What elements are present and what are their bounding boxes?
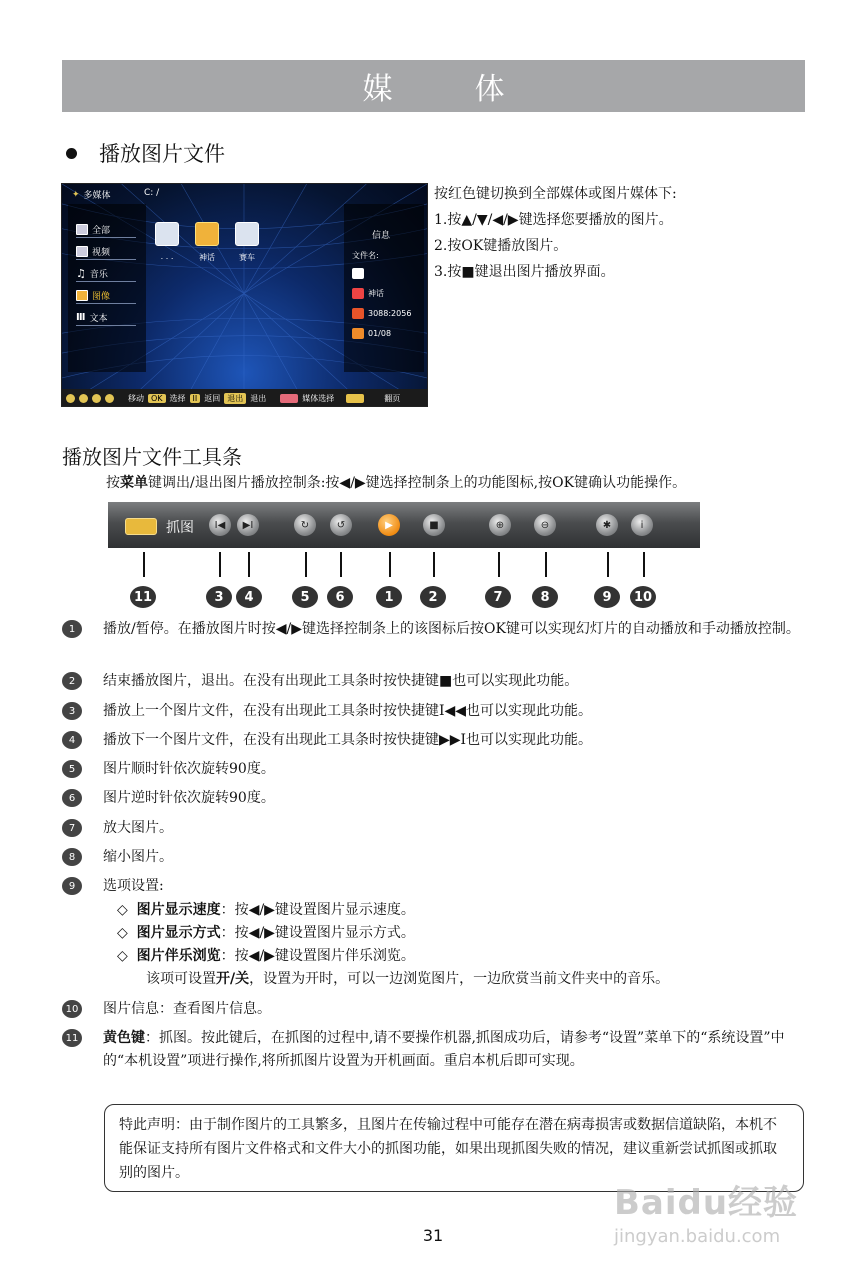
next-icon[interactable]: ▶I: [237, 514, 259, 536]
callout-number: 2: [420, 586, 446, 608]
instruction-step: 2.按OK键播放图片。: [434, 238, 568, 254]
list-item: 11 黄色键：抓图。按此键后，在抓图的过程中,请不要操作机器,抓图成功后，请参考“设置”菜单下的“系统设置”中的“本机设置”项进行操作,将所抓图片设置为开机画面。重启本机后即可实现。: [62, 1027, 803, 1073]
music-icon: ♫: [76, 267, 86, 280]
nav-key-icon: [79, 394, 88, 403]
picture-file-icon: [195, 222, 219, 246]
section-title-toolbar: 播放图片文件工具条: [62, 445, 242, 469]
prev-icon[interactable]: I◀: [209, 514, 231, 536]
list-item: 1 播放/暂停。在播放图片时按◀/▶键选择控制条上的该图标后按OK键可以实现幻灯片的自动播放和手动播放控制。: [62, 618, 803, 641]
item-number-badge: 5: [62, 760, 82, 778]
callout-line: [340, 552, 342, 577]
item-number-badge: 7: [62, 819, 82, 837]
item-number-badge: 6: [62, 789, 82, 807]
play-icon[interactable]: ▶: [378, 514, 400, 536]
info-resolution: 3088:2056: [352, 308, 411, 319]
file-item-up[interactable]: . . .: [152, 222, 182, 261]
instructions-intro: 按红色键切换到全部媒体或图片媒体下:: [434, 186, 677, 202]
callout-line: [219, 552, 221, 577]
callout-number: 4: [236, 586, 262, 608]
watermark-url: jingyan.baidu.com: [614, 1226, 781, 1247]
bullet-icon: [66, 148, 77, 159]
callout-line: [607, 552, 609, 577]
info-thumb: [352, 268, 364, 279]
item-number-badge: 9: [62, 877, 82, 895]
list-item: 2 结束播放图片，退出。在没有出现此工具条时按快捷键■也可以实现此功能。: [62, 670, 803, 693]
yellow-key-icon: [346, 394, 364, 403]
video-icon: [76, 246, 88, 257]
image-icon: [76, 290, 88, 301]
list-item: 4 播放下一个图片文件，在没有出现此工具条时按快捷键▶▶I也可以实现此功能。: [62, 729, 803, 752]
list-item: 8 缩小图片。: [62, 846, 803, 869]
callout-line: [498, 552, 500, 577]
media-browser-screenshot: [61, 183, 428, 407]
stop-icon[interactable]: ■: [423, 514, 445, 536]
list-item: 10 图片信息：查看图片信息。: [62, 998, 803, 1021]
toolbar-description: 按菜单键调出/退出图片播放控制条:按◀/▶键选择控制条上的功能图标,按OK键确认功能操作。: [106, 475, 687, 491]
menu-item-music[interactable]: ♫ 音乐: [76, 266, 136, 282]
info-title: 信息: [372, 231, 391, 241]
info-name: 神话: [352, 288, 384, 299]
red-key-icon: [280, 394, 298, 403]
callout-number: 10: [630, 586, 656, 608]
callout-number: 11: [130, 586, 156, 608]
play-picture-instructions: [434, 181, 677, 285]
item-number-badge: 4: [62, 731, 82, 749]
callout-number: 7: [485, 586, 511, 608]
info-icon[interactable]: i: [631, 514, 653, 536]
file-item-shenhua[interactable]: 神话: [192, 222, 222, 263]
list-item: 9 选项设置:: [62, 875, 803, 898]
info-index: 01/08: [352, 328, 391, 339]
nav-key-icon: [66, 394, 75, 403]
callout-line: [143, 552, 145, 577]
info-filename-label: 文件名:: [352, 251, 379, 260]
back-folder-icon: [155, 222, 179, 246]
picture-file-icon: [235, 222, 259, 246]
nav-key-icon: [105, 394, 114, 403]
capture-label: 抓图: [166, 520, 194, 536]
page-title: 媒 体: [362, 72, 531, 107]
callout-line: [433, 552, 435, 577]
callout-line: [248, 552, 250, 577]
callout-line: [389, 552, 391, 577]
text-icon: Ⅲ: [76, 312, 86, 323]
zoom-in-icon[interactable]: ⊕: [489, 514, 511, 536]
instruction-step: 3.按■键退出图片播放界面。: [434, 264, 615, 280]
callout-number: 6: [327, 586, 353, 608]
item-number-badge: 2: [62, 672, 82, 690]
item-number-badge: 8: [62, 848, 82, 866]
file-item-saiche[interactable]: 赛车: [232, 222, 262, 263]
zoom-out-icon[interactable]: ⊖: [534, 514, 556, 536]
menu-item-text[interactable]: Ⅲ 文本: [76, 310, 136, 326]
media-path: C: /: [144, 188, 160, 198]
settings-icon[interactable]: ✱: [596, 514, 618, 536]
rotate-ccw-icon[interactable]: ↺: [330, 514, 352, 536]
rotate-cw-icon[interactable]: ↻: [294, 514, 316, 536]
callout-number: 8: [532, 586, 558, 608]
section-title-play-pictures: 播放图片文件: [66, 138, 225, 168]
baidu-watermark: [614, 1175, 814, 1270]
picture-playback-toolbar: [108, 502, 700, 548]
list-item: 6 图片逆时针依次旋转90度。: [62, 787, 803, 810]
index-icon: [352, 328, 364, 339]
item-number-badge: 11: [62, 1029, 82, 1047]
callout-number: 3: [206, 586, 232, 608]
nav-key-icon: [92, 394, 101, 403]
callout-line: [545, 552, 547, 577]
name-icon: [352, 288, 364, 299]
media-logo-icon: ✦: [72, 189, 80, 200]
all-icon: [76, 224, 88, 235]
instruction-step: 1.按▲/▼/◀/▶键选择您要播放的图片。: [434, 212, 673, 228]
header-banner: [62, 60, 805, 112]
item-number-badge: 10: [62, 1000, 82, 1018]
callout-line: [305, 552, 307, 577]
resolution-icon: [352, 308, 364, 319]
callout-number: 5: [292, 586, 318, 608]
list-item: 5 图片顺时针依次旋转90度。: [62, 758, 803, 781]
yellow-key-icon[interactable]: [125, 518, 157, 535]
item-number-badge: 3: [62, 702, 82, 720]
callout-number: 9: [594, 586, 620, 608]
menu-item-all[interactable]: 全部: [76, 222, 136, 238]
option-note: 该项可设置开/关，设置为开时，可以一边浏览图片，一边欣赏当前文件夹中的音乐。: [146, 971, 670, 987]
menu-item-image[interactable]: 图像: [76, 288, 136, 304]
thumb-icon: [352, 268, 364, 279]
option-item: ◇ 图片显示方式：按◀/▶键设置图片显示方式。: [117, 925, 415, 941]
page-number: 31: [422, 1226, 444, 1245]
notice-box: 特此声明：由于制作图片的工具繁多，且图片在传输过程中可能存在潜在病毒损害或数据信道缺陷，本机不能保证支持所有图片文件格式和文件大小的抓图功能，如果出现抓图失败的情况，建议重新尝试抓图或抓取别的图片。: [104, 1104, 804, 1192]
list-item: 7 放大图片。: [62, 817, 803, 840]
item-number-badge: 1: [62, 620, 82, 638]
option-item: ◇ 图片显示速度：按◀/▶键设置图片显示速度。: [117, 902, 415, 918]
list-item: 3 播放上一个图片文件，在没有出现此工具条时按快捷键I◀◀也可以实现此功能。: [62, 700, 803, 723]
menu-item-video[interactable]: 视频: [76, 244, 136, 260]
callout-number: 1: [376, 586, 402, 608]
media-title: ✦ 多媒体: [72, 189, 111, 201]
callout-line: [643, 552, 645, 577]
media-bottom-bar: 移动 OK 选择 II 返回 退出 退出 媒体选择 翻页: [62, 389, 428, 407]
option-item: ◇ 图片伴乐浏览：按◀/▶键设置图片伴乐浏览。: [117, 948, 415, 964]
watermark-logo: Baidu经验: [614, 1183, 799, 1223]
